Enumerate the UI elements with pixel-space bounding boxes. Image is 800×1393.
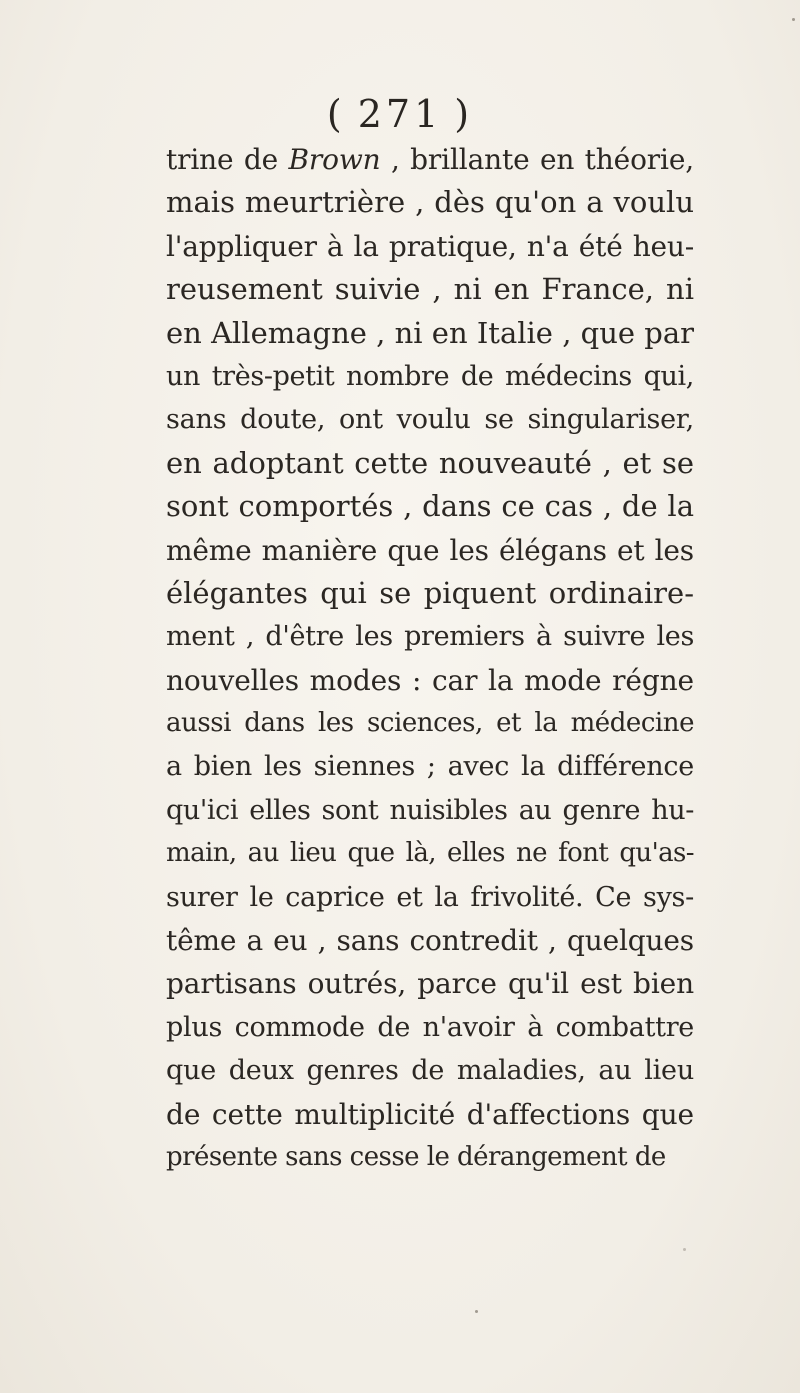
- text-line: reusement suivie , ni en France, ni: [166, 272, 694, 307]
- italic-name: Brown: [288, 143, 381, 176]
- text-line: a bien les siennes ; avec la différence: [166, 751, 694, 783]
- body-text: [166, 138, 694, 1179]
- text-line: plus commode de n'avoir à combattre: [166, 1011, 694, 1043]
- text-line: ment , d'être les premiers à suivre les: [166, 621, 694, 653]
- text-line: tême a eu , sans contredit , quelques: [166, 924, 694, 958]
- text-line: mais meurtrière , dès qu'on a voulu: [166, 185, 694, 220]
- page-number: 271: [357, 92, 443, 136]
- text-line: un très-petit nombre de médecins qui,: [166, 360, 694, 392]
- text-line: [166, 138, 694, 181]
- text-line: en Allemagne , ni en Italie , que par: [166, 315, 694, 350]
- text-line: sont comportés , dans ce cas , de la: [166, 489, 694, 524]
- text-line: présente sans cesse le dérangement de: [166, 1141, 666, 1172]
- text-line: nouvelles modes : car la mode régne: [166, 663, 694, 697]
- text-line: sans doute, ont voulu se singulariser,: [166, 404, 694, 436]
- text-line: que deux genres de maladies, au lieu: [166, 1055, 694, 1087]
- line-text: trine de: [166, 143, 289, 176]
- text-line: main, au lieu que là, elles ne font qu'as-: [166, 838, 694, 869]
- text-line: aussi dans les sciences, et la médecine: [166, 708, 694, 739]
- page-header: [0, 92, 800, 136]
- text-line: de cette multiplicité d'affections que: [166, 1097, 694, 1131]
- text-line: même manière que les élégans et les: [166, 533, 694, 567]
- text-line: surer le caprice et la frivolité. Ce sys-: [166, 881, 694, 913]
- text-line: élégantes qui se piquent ordinaire-: [166, 575, 694, 610]
- paper-speck: [475, 1310, 478, 1313]
- text-line: l'appliquer à la pratique, n'a été heu-: [166, 229, 694, 263]
- paper-speck: [683, 1248, 686, 1251]
- header-paren-close: ): [454, 92, 474, 136]
- text-line: en adoptant cette nouveauté , et se: [166, 445, 694, 480]
- text-line: qu'ici elles sont nuisibles au genre hu-: [166, 794, 694, 826]
- paper-speck: [792, 18, 795, 21]
- line-text: , brillante en théorie,: [380, 143, 694, 176]
- text-line: partisans outrés, parce qu'il est bien: [166, 967, 694, 1001]
- header-paren-open: (: [326, 92, 346, 136]
